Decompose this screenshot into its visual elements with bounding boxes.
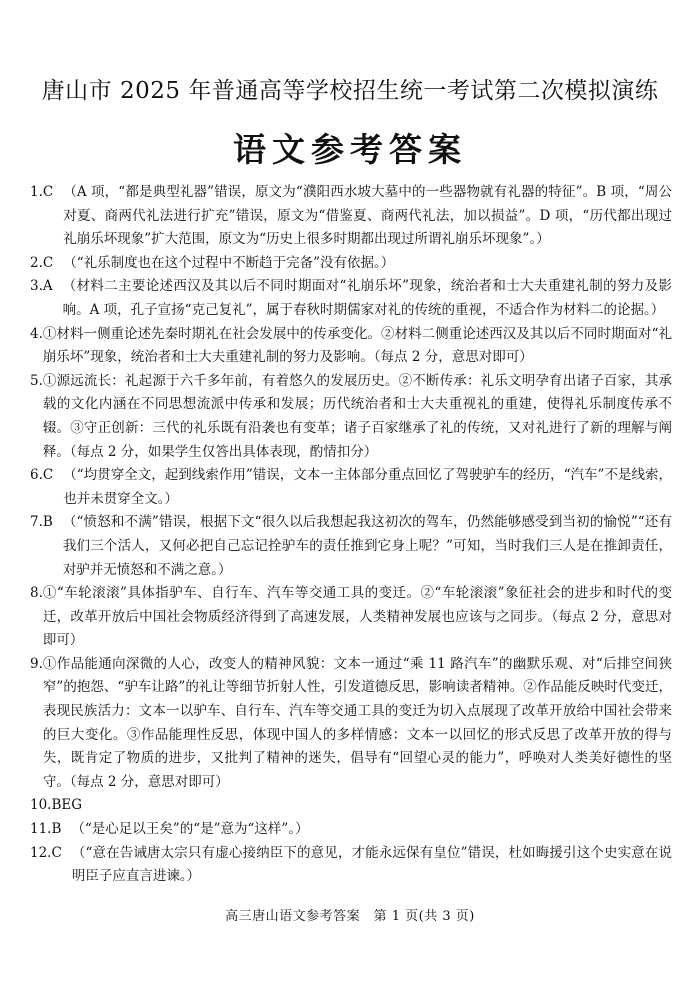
answer-item-3 xyxy=(30,275,672,322)
item-number: 12.C xyxy=(30,844,62,861)
item-explanation: ①“车轮滚滚”具体指驴车、自行车、汽车等交通工具的变迁。②“车轮滚滚”象征社会的进步和时代的变迁，改革开放后中国社会物质经济得到了高速发展，人类精神发展也应该与之同步。（每点 2 分，意思对即可） xyxy=(42,585,672,649)
answer-item-7 xyxy=(30,511,672,582)
item-explanation: ①作品能通向深微的人心，改变人的精神风貌：文本一通过“乘 11 路汽车”的幽默乐观、对“后排空间狭窄”的抱怨、“驴车让路”的礼让等细节折射人性，引发道德反思，影响读者精神。②作品能反映时代变迁，表现民族活力：文本一以驴车、自行车、汽车等交通工具的变迁为切入点展现了改革开放给中国社会带来的巨大变化。③作品能理性反思，体现中国人的多样情感：文本一以回忆的形式反思了改革开放的得与失，既肯定了物质的进步，又批判了精神的迷失，倡导有“回望心灵的能力”，呼唤对人类美好德性的坚守。（每点 2 分，意思对即可） xyxy=(42,655,672,790)
document-title: 语文参考答案 xyxy=(233,130,467,169)
answer-item-1 xyxy=(30,181,672,252)
item-number: 10.BEG xyxy=(30,797,83,814)
item-number: 11.B xyxy=(30,821,62,838)
item-explanation: （A 项，“都是典型礼器”错误，原文为“濮阳西水坡大墓中的一些器物就有礼器的特征”。B 项，“周公对夏、商两代礼法进行扩充”错误，原文为“借鉴夏、商两代礼法，加以损益”。D 项，“历代都出现过礼崩乐坏现象”扩大范围，原文为“历史上很多时期都出现过所谓礼崩乐坏现象”。） xyxy=(63,184,672,248)
answer-item-6 xyxy=(30,464,672,511)
answer-item-10 xyxy=(30,794,672,818)
exam-title: 唐山市 2025 年普通高等学校招生统一考试第二次模拟演练 xyxy=(41,78,659,104)
item-number: 3.A xyxy=(30,278,53,295)
answer-item-5 xyxy=(30,370,672,464)
page-footer: 高三唐山语文参考答案 第 1 页(共 3 页) xyxy=(225,909,475,924)
item-explanation: （“均贯穿全文，起到线索作用”错误，文本一主体部分重点回忆了驾驶驴车的经历，“汽车”不是线索，也并未贯穿全文。） xyxy=(63,467,672,507)
answer-item-9 xyxy=(30,653,672,795)
item-explanation: （“是心足以王矣”的“是”意为“这样”。） xyxy=(71,821,309,838)
answer-item-11 xyxy=(30,818,672,842)
answer-item-8 xyxy=(30,582,672,653)
item-explanation: ①源远流长：礼起源于六千多年前，有着悠久的发展历史。②不断传承：礼乐文明孕育出诸子百家，其承载的文化内涵在不同思想流派中传承和发展；历代统治者和士大夫重视礼的重建，使得礼乐制度传承不辍。③守正创新：三代的礼乐既有沿袭也有变革；诸子百家继承了礼的传统，又对礼进行了新的理解与阐释。（每点 2 分，如果学生仅答出具体表现，酌情扣分） xyxy=(42,372,672,460)
item-explanation: （“意在告诫唐太宗只有虚心接纳臣下的意见，才能永远保有皇位”错误，杜如晦援引这个史实意在说明臣子应直言进谏。） xyxy=(71,844,672,885)
item-number: 6.C xyxy=(30,467,54,484)
answer-item-4 xyxy=(30,323,672,370)
item-number: 4. xyxy=(30,325,43,342)
item-explanation: （材料二主要论述西汉及其以后不同时期面对“礼崩乐坏”现象，统治者和士大夫重建礼制的努力及影响。A 项，孔子宣扬“克己复礼”，属于春秋时期儒家对礼的传统的重视，不适合作为材料二的论据。） xyxy=(62,278,672,318)
item-explanation xyxy=(82,794,672,818)
item-number: 1.C xyxy=(30,184,54,200)
item-explanation: ①材料一侧重论述先秦时期礼在社会发展中的传承变化。②材料二侧重论述西汉及其以后不同时期面对“礼崩乐坏”现象，统治者和士大夫重建礼制的努力及影响。（每点 2 分，意思对即可） xyxy=(42,325,672,366)
item-number: 2.C xyxy=(30,254,54,271)
item-number: 8. xyxy=(30,585,43,602)
item-number: 7.B xyxy=(30,514,53,531)
item-number: 5. xyxy=(30,372,43,389)
answer-item-2 xyxy=(30,252,672,276)
answer-item-12 xyxy=(30,842,672,889)
answer-list xyxy=(30,181,672,889)
item-number: 9. xyxy=(30,655,43,672)
item-explanation: （“愤怒和不满”错误，根据下文“很久以后我想起我这初次的驾车，仍然能够感受到当初的愉悦”“还有我们三个活人，又何必把自己忘记拴驴车的责任推到它身上呢？”可知，当时我们三人是在推卸责任，对驴并无愤怒和不满之意。） xyxy=(62,514,672,578)
item-explanation: （“礼乐制度也在这个过程中不断趋于完备”没有依据。） xyxy=(63,254,395,271)
